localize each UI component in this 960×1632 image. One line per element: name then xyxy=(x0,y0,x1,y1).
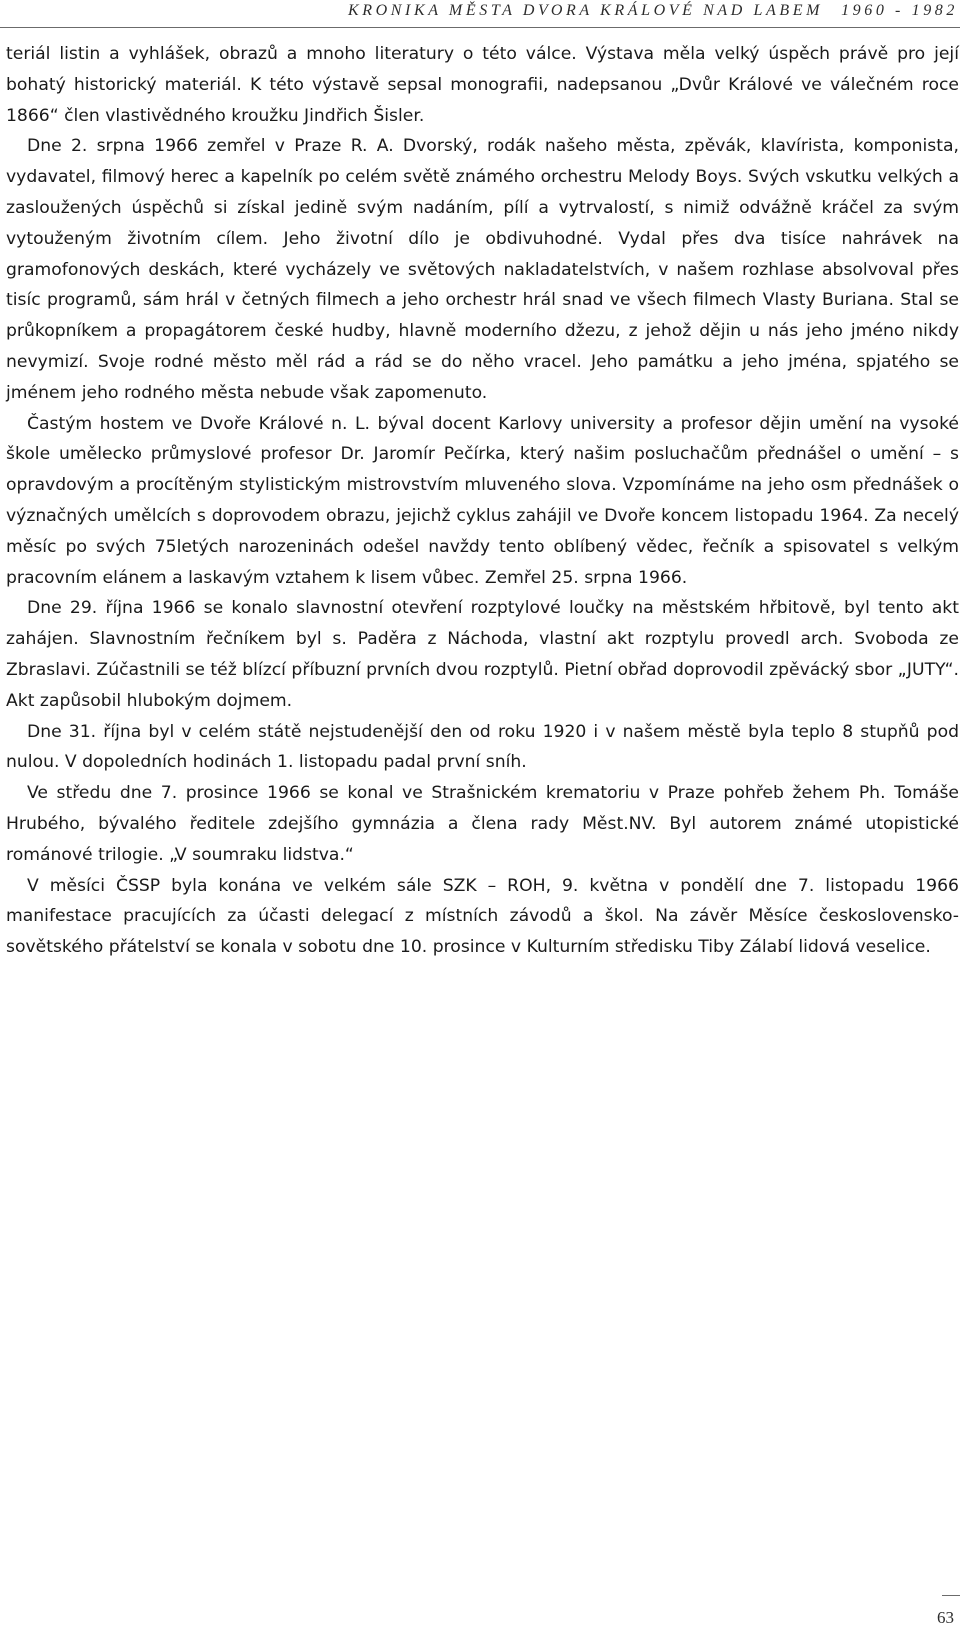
running-header xyxy=(348,2,958,20)
header-divider xyxy=(0,27,960,28)
header-title: KRONIKA MĚSTA DVORA KRÁLOVÉ NAD LABEM xyxy=(347,2,824,19)
paragraph-cssp-month: V měsíci ČSSP byla konána ve velkém sále SZK – ROH, 9. května v pondělí dne 7. listopadu 1966 manifestace pracujících za účasti delegací z místních závodů a škol. Na závěr Měsíce československo-sovětského přátelství se konala v sobotu dne 10. prosince v Kulturním středisku Tiby Zálabí lidová veselice. xyxy=(6,875,959,958)
header-years: 1960 - 1982 xyxy=(841,2,958,19)
paragraph-dvorsky: Dne 2. srpna 1966 zemřel v Praze R. A. Dvorský, rodák našeho města, zpěvák, klavírista, komponista, vydavatel, filmový herec a kapelník po celém světě známého orchestru Melody Boys. Svých vskutku velkých a zasloužených úspěchů si získal jedině svým nadáním, pílí a vytrvalostí, s nimiž odvážně kráčel za svým vytouženým životním cílem. Jeho životní dílo je obdivuhodné. Vydal přes dva tisíce nahrávek na gramofonových deskách, které vycházely ve světových nakladatelstvích, v našem rozhlase absolvoval přes tisíc programů, sám hrál v četných filmech a jeho orchestr hrál snad ve všech filmech Vlasty Buriana. Stal se průkopníkem a propagátorem české hudby, hlavně moderního džezu, z jehož dějin u nás jeho jméno nikdy nevymizí. Svoje rodné město měl rád a rád se do něho vracel. Jeho památku a jeho jména, spjatého se jménem jeho rodného města nebude však zapomenuto. xyxy=(6,136,959,403)
paragraph-scattering-meadow: Dne 29. října 1966 se konalo slavnostní otevření rozptylové loučky na městském hřbitově, byl tento akt zahájen. Slavnostním řečníkem byl s. Paděra z Náchoda, vlastní akt rozptylu provedl arch. Svoboda ze Zbraslavi. Zúčastnili se též blízcí příbuzní prvních dvou rozptylů. Pietní obřad doprovodil zpěvácký sbor „JUTY“. Akt zapůsobil hlubokým dojmem. xyxy=(6,598,960,711)
paragraph-pecirka: Častým hostem ve Dvoře Králové n. L. býval docent Karlovy university a profesor dějin umění na vysoké škole umělecko průmyslové profesor Dr. Jaromír Pečírka, který našim posluchačům přednášel o umění – s opravdovým a procítěným stylistickým mistrovstvím mluveného slova. Vzpomínáme na jeho osm přednášek o význačných umělcích s doprovodem obrazu, jejichž cyklus zahájil ve Dvoře koncem listopadu 1964. Za necelý měsíc po svých 75letých narozeninách odešel navždy tento oblíbený vědec, řečník a spisovatel s velkým pracovním elánem a laskavým vztahem k lisem vůbec. Zemřel 25. srpna 1966. xyxy=(6,413,959,588)
paragraph-cold-day: Dne 31. října byl v celém státě nejstudenější den od roku 1920 i v našem městě byla teplo 8 stupňů pod nulou. V dopoledních hodinách 1. listopadu padal první sníh. xyxy=(6,721,959,773)
page-number-divider xyxy=(942,1595,960,1596)
paragraph-hruby-funeral: Ve středu dne 7. prosince 1966 se konal ve Strašnickém krematoriu v Praze pohřeb žehem Ph. Tomáše Hrubého, bývalého ředitele zdejšího gymnázia a člena rady Měst.NV. Byl autorem známé utopistické románové trilogie. „V soumraku lidstva.“ xyxy=(6,783,959,865)
paragraph-exhibition: teriál listin a vyhlášek, obrazů a mnoho literatury o této válce. Výstava měla velký úspěch právě pro její bohatý historický materiál. K této výstavě sepsal monografii, nadepsanou „Dvůr Králové ve válečném roce 1866“ člen vlastivědného kroužku Jindřich Šisler. xyxy=(6,44,959,126)
chronicle-body xyxy=(6,39,959,963)
page-number: 63 xyxy=(937,1608,954,1627)
